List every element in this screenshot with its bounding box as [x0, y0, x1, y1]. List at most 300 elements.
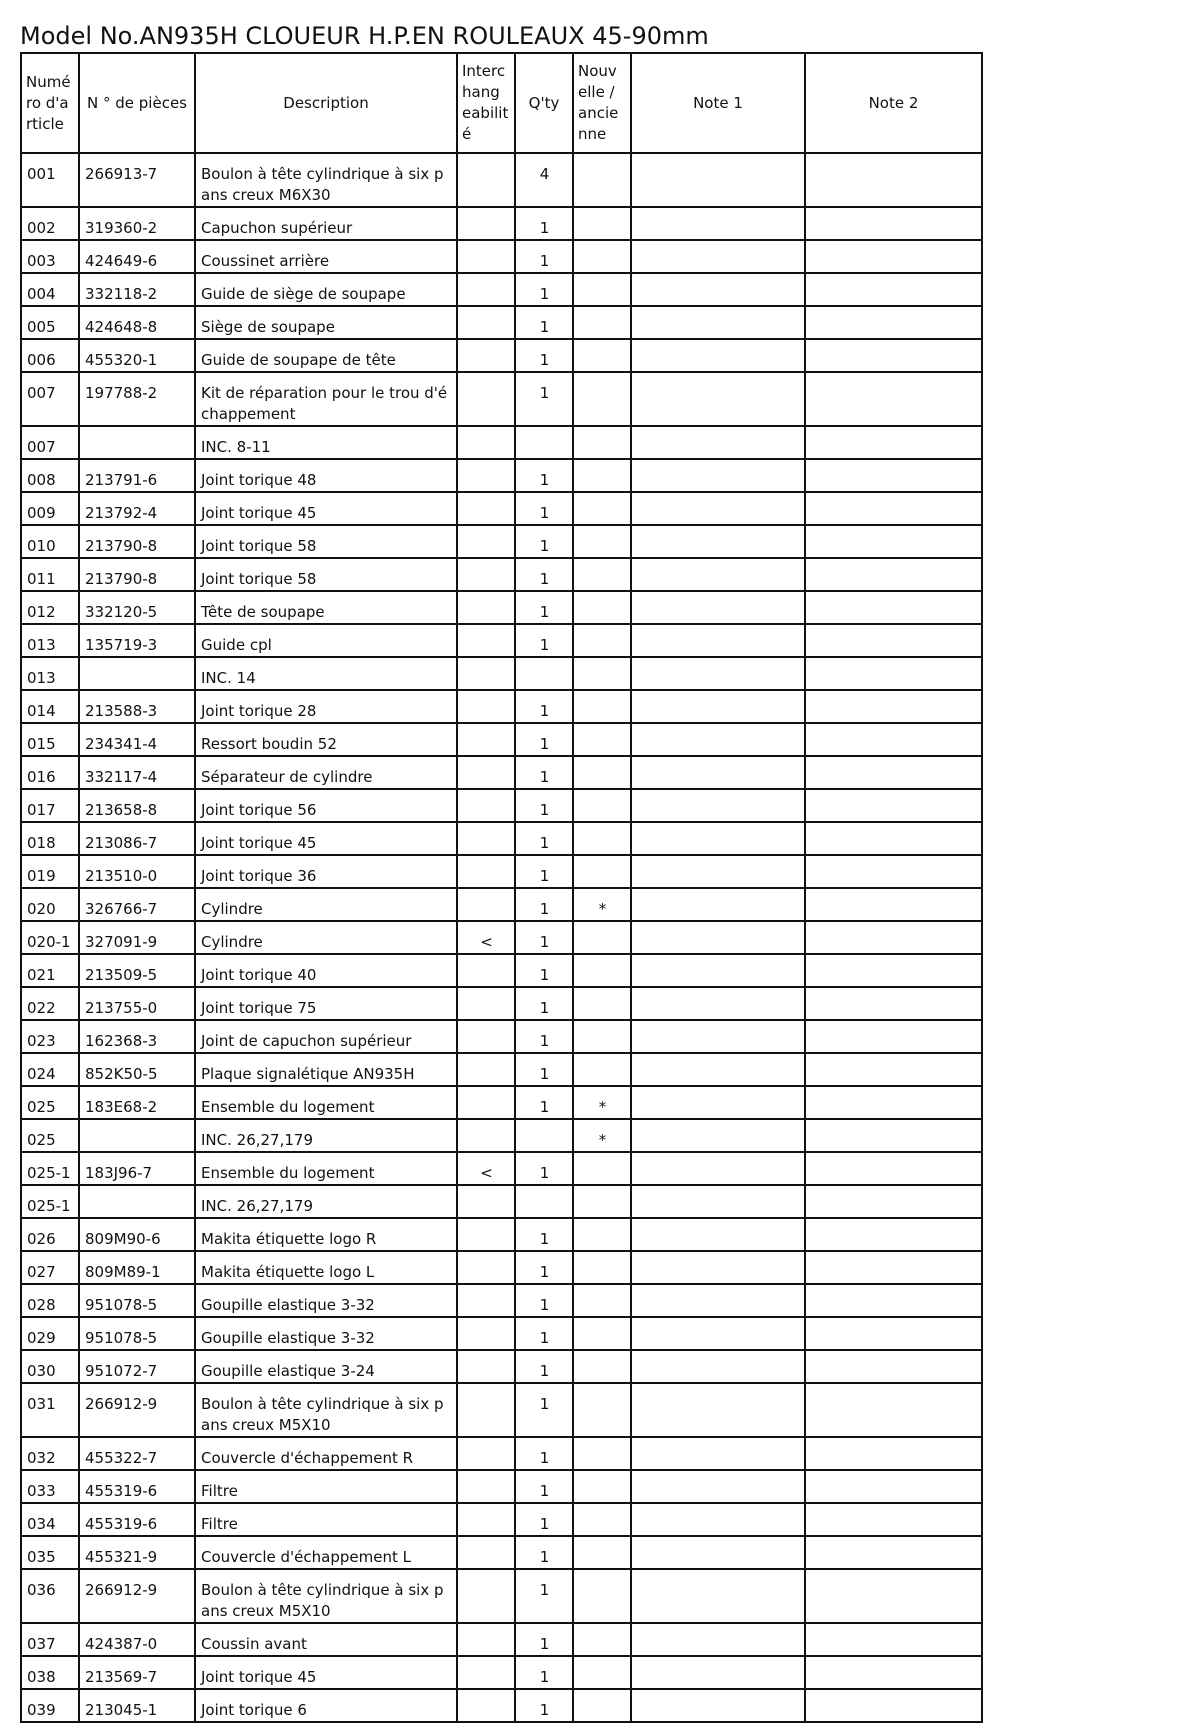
part-number-cell: 266913-7	[79, 153, 195, 207]
note-1-cell	[631, 1383, 805, 1437]
quantity-cell: 1	[515, 1152, 573, 1185]
item-number-cell: 032	[21, 1437, 79, 1470]
note-1-cell	[631, 1656, 805, 1689]
note-2-cell	[805, 153, 982, 207]
new-old-cell	[573, 240, 631, 273]
table-row	[21, 1437, 982, 1470]
note-1-cell	[631, 372, 805, 426]
note-2-cell	[805, 1569, 982, 1623]
description-cell: Goupille elastique 3-32	[195, 1284, 457, 1317]
note-1-cell	[631, 339, 805, 372]
note-2-cell	[805, 492, 982, 525]
table-body	[21, 153, 982, 1722]
note-1-cell	[631, 273, 805, 306]
table-row	[21, 153, 982, 207]
new-old-cell	[573, 591, 631, 624]
description-cell: Joint torique 48	[195, 459, 457, 492]
note-2-cell	[805, 723, 982, 756]
interchangeability-cell	[457, 1119, 515, 1152]
item-number-cell: 015	[21, 723, 79, 756]
part-number-cell: 197788-2	[79, 372, 195, 426]
quantity-cell: 1	[515, 306, 573, 339]
new-old-cell	[573, 558, 631, 591]
description-cell: Couvercle d'échappement L	[195, 1536, 457, 1569]
interchangeability-cell	[457, 1470, 515, 1503]
new-old-cell	[573, 987, 631, 1020]
description-cell: Coussin avant	[195, 1623, 457, 1656]
header-item-number: Numé ro d'a rticle	[21, 53, 79, 153]
note-1-cell	[631, 822, 805, 855]
part-number-cell: 213790-8	[79, 525, 195, 558]
table-row	[21, 1503, 982, 1536]
note-2-cell	[805, 1623, 982, 1656]
table-row	[21, 306, 982, 339]
table-row	[21, 459, 982, 492]
description-cell: Cylindre	[195, 921, 457, 954]
note-1-cell	[631, 1020, 805, 1053]
part-number-cell: 424649-6	[79, 240, 195, 273]
note-2-cell	[805, 1536, 982, 1569]
new-old-cell	[573, 306, 631, 339]
interchangeability-cell	[457, 306, 515, 339]
quantity-cell: 1	[515, 273, 573, 306]
note-2-cell	[805, 426, 982, 459]
new-old-cell	[573, 1689, 631, 1722]
part-number-cell: 809M90-6	[79, 1218, 195, 1251]
interchangeability-cell	[457, 558, 515, 591]
quantity-cell: 1	[515, 525, 573, 558]
note-2-cell	[805, 1317, 982, 1350]
quantity-cell	[515, 1185, 573, 1218]
interchangeability-cell	[457, 789, 515, 822]
interchangeability-cell	[457, 855, 515, 888]
interchangeability-cell: <	[457, 921, 515, 954]
interchangeability-cell	[457, 1185, 515, 1218]
item-number-cell: 036	[21, 1569, 79, 1623]
interchangeability-cell	[457, 1689, 515, 1722]
interchangeability-cell	[457, 1536, 515, 1569]
quantity-cell: 1	[515, 756, 573, 789]
new-old-cell	[573, 1536, 631, 1569]
note-2-cell	[805, 888, 982, 921]
quantity-cell: 1	[515, 1317, 573, 1350]
interchangeability-cell	[457, 624, 515, 657]
interchangeability-cell	[457, 987, 515, 1020]
quantity-cell: 1	[515, 690, 573, 723]
description-cell: Boulon à tête cylindrique à six pans creux M5X10	[195, 1569, 457, 1623]
part-number-cell: 162368-3	[79, 1020, 195, 1053]
item-number-cell: 025-1	[21, 1152, 79, 1185]
quantity-cell: 1	[515, 1086, 573, 1119]
header-interchangeability: Interc hang eabilit é	[457, 53, 515, 153]
table-row	[21, 954, 982, 987]
new-old-cell	[573, 1218, 631, 1251]
table-row	[21, 273, 982, 306]
note-2-cell	[805, 789, 982, 822]
new-old-cell	[573, 855, 631, 888]
note-1-cell	[631, 492, 805, 525]
description-cell: Kit de réparation pour le trou d'échappement	[195, 372, 457, 426]
item-number-cell: 013	[21, 657, 79, 690]
new-old-cell	[573, 1383, 631, 1437]
part-number-cell: 213791-6	[79, 459, 195, 492]
quantity-cell: 1	[515, 1503, 573, 1536]
interchangeability-cell	[457, 1086, 515, 1119]
quantity-cell: 1	[515, 1284, 573, 1317]
note-2-cell	[805, 756, 982, 789]
quantity-cell: 1	[515, 1536, 573, 1569]
new-old-cell	[573, 921, 631, 954]
table-row	[21, 624, 982, 657]
note-1-cell	[631, 1569, 805, 1623]
description-cell: Siège de soupape	[195, 306, 457, 339]
part-number-cell: 213045-1	[79, 1689, 195, 1722]
note-2-cell	[805, 1350, 982, 1383]
item-number-cell: 023	[21, 1020, 79, 1053]
quantity-cell: 1	[515, 855, 573, 888]
note-2-cell	[805, 1689, 982, 1722]
table-row	[21, 1470, 982, 1503]
note-2-cell	[805, 1152, 982, 1185]
item-number-cell: 037	[21, 1623, 79, 1656]
quantity-cell: 1	[515, 492, 573, 525]
interchangeability-cell	[457, 339, 515, 372]
quantity-cell: 1	[515, 723, 573, 756]
quantity-cell	[515, 426, 573, 459]
note-2-cell	[805, 1086, 982, 1119]
item-number-cell: 014	[21, 690, 79, 723]
part-number-cell: 424387-0	[79, 1623, 195, 1656]
table-row	[21, 426, 982, 459]
part-number-cell: 809M89-1	[79, 1251, 195, 1284]
part-number-cell: 213658-8	[79, 789, 195, 822]
new-old-cell	[573, 459, 631, 492]
table-row	[21, 1053, 982, 1086]
description-cell: Joint torique 28	[195, 690, 457, 723]
note-1-cell	[631, 525, 805, 558]
note-2-cell	[805, 921, 982, 954]
new-old-cell	[573, 1284, 631, 1317]
description-cell: INC. 14	[195, 657, 457, 690]
item-number-cell: 018	[21, 822, 79, 855]
part-number-cell: 455322-7	[79, 1437, 195, 1470]
table-row	[21, 1020, 982, 1053]
table-row	[21, 558, 982, 591]
interchangeability-cell	[457, 1284, 515, 1317]
note-1-cell	[631, 153, 805, 207]
note-2-cell	[805, 1119, 982, 1152]
item-number-cell: 016	[21, 756, 79, 789]
part-number-cell	[79, 1119, 195, 1152]
quantity-cell: 1	[515, 1437, 573, 1470]
new-old-cell	[573, 954, 631, 987]
part-number-cell: 455319-6	[79, 1470, 195, 1503]
note-2-cell	[805, 339, 982, 372]
item-number-cell: 017	[21, 789, 79, 822]
part-number-cell	[79, 1185, 195, 1218]
part-number-cell: 951078-5	[79, 1317, 195, 1350]
item-number-cell: 034	[21, 1503, 79, 1536]
part-number-cell: 319360-2	[79, 207, 195, 240]
part-number-cell: 183J96-7	[79, 1152, 195, 1185]
table-row	[21, 591, 982, 624]
description-cell: Coussinet arrière	[195, 240, 457, 273]
description-cell: Filtre	[195, 1470, 457, 1503]
item-number-cell: 026	[21, 1218, 79, 1251]
new-old-cell	[573, 1503, 631, 1536]
quantity-cell: 1	[515, 789, 573, 822]
quantity-cell: 1	[515, 339, 573, 372]
item-number-cell: 028	[21, 1284, 79, 1317]
quantity-cell	[515, 1119, 573, 1152]
table-row	[21, 207, 982, 240]
interchangeability-cell	[457, 207, 515, 240]
new-old-cell	[573, 657, 631, 690]
note-2-cell	[805, 558, 982, 591]
description-cell: Joint torique 36	[195, 855, 457, 888]
table-row	[21, 1536, 982, 1569]
note-2-cell	[805, 1503, 982, 1536]
note-2-cell	[805, 624, 982, 657]
part-number-cell: 213792-4	[79, 492, 195, 525]
table-row	[21, 1284, 982, 1317]
note-1-cell	[631, 987, 805, 1020]
note-2-cell	[805, 459, 982, 492]
new-old-cell	[573, 1053, 631, 1086]
interchangeability-cell	[457, 1251, 515, 1284]
new-old-cell	[573, 1350, 631, 1383]
interchangeability-cell: <	[457, 1152, 515, 1185]
header-description: Description	[195, 53, 457, 153]
interchangeability-cell	[457, 723, 515, 756]
parts-table	[20, 52, 983, 1723]
quantity-cell: 1	[515, 240, 573, 273]
note-2-cell	[805, 591, 982, 624]
quantity-cell: 4	[515, 153, 573, 207]
new-old-cell	[573, 624, 631, 657]
note-1-cell	[631, 954, 805, 987]
part-number-cell: 332118-2	[79, 273, 195, 306]
interchangeability-cell	[457, 822, 515, 855]
part-number-cell: 266912-9	[79, 1383, 195, 1437]
note-2-cell	[805, 1053, 982, 1086]
part-number-cell	[79, 426, 195, 459]
quantity-cell: 1	[515, 1623, 573, 1656]
quantity-cell: 1	[515, 624, 573, 657]
note-1-cell	[631, 756, 805, 789]
table-row	[21, 888, 982, 921]
item-number-cell: 011	[21, 558, 79, 591]
table-row	[21, 372, 982, 426]
interchangeability-cell	[457, 492, 515, 525]
note-2-cell	[805, 1020, 982, 1053]
table-row	[21, 1185, 982, 1218]
item-number-cell: 021	[21, 954, 79, 987]
part-number-cell: 213588-3	[79, 690, 195, 723]
quantity-cell: 1	[515, 888, 573, 921]
note-1-cell	[631, 1689, 805, 1722]
interchangeability-cell	[457, 459, 515, 492]
note-2-cell	[805, 207, 982, 240]
quantity-cell: 1	[515, 1218, 573, 1251]
quantity-cell: 1	[515, 954, 573, 987]
interchangeability-cell	[457, 756, 515, 789]
description-cell: Guide de siège de soupape	[195, 273, 457, 306]
description-cell: INC. 26,27,179	[195, 1119, 457, 1152]
table-row	[21, 789, 982, 822]
new-old-cell	[573, 492, 631, 525]
item-number-cell: 029	[21, 1317, 79, 1350]
table-row	[21, 1119, 982, 1152]
table-row	[21, 1152, 982, 1185]
table-row	[21, 1689, 982, 1722]
interchangeability-cell	[457, 1383, 515, 1437]
header-quantity: Q'ty	[515, 53, 573, 153]
table-row	[21, 657, 982, 690]
item-number-cell: 035	[21, 1536, 79, 1569]
description-cell: Tête de soupape	[195, 591, 457, 624]
item-number-cell: 007	[21, 426, 79, 459]
note-1-cell	[631, 690, 805, 723]
description-cell: Joint torique 40	[195, 954, 457, 987]
item-number-cell: 004	[21, 273, 79, 306]
interchangeability-cell	[457, 954, 515, 987]
quantity-cell: 1	[515, 1383, 573, 1437]
part-number-cell: 266912-9	[79, 1569, 195, 1623]
description-cell: Joint torique 56	[195, 789, 457, 822]
table-row	[21, 525, 982, 558]
description-cell: Joint torique 45	[195, 1656, 457, 1689]
item-number-cell: 027	[21, 1251, 79, 1284]
interchangeability-cell	[457, 1317, 515, 1350]
new-old-cell	[573, 690, 631, 723]
note-1-cell	[631, 1251, 805, 1284]
note-1-cell	[631, 1218, 805, 1251]
description-cell: Boulon à tête cylindrique à six pans creux M5X10	[195, 1383, 457, 1437]
item-number-cell: 038	[21, 1656, 79, 1689]
table-row	[21, 1656, 982, 1689]
description-cell: Makita étiquette logo L	[195, 1251, 457, 1284]
new-old-cell	[573, 525, 631, 558]
table-row	[21, 1350, 982, 1383]
table-row	[21, 723, 982, 756]
new-old-cell	[573, 1152, 631, 1185]
quantity-cell	[515, 657, 573, 690]
note-1-cell	[631, 921, 805, 954]
item-number-cell: 005	[21, 306, 79, 339]
quantity-cell: 1	[515, 1470, 573, 1503]
header-part-number: N ° de pièces	[79, 53, 195, 153]
table-row	[21, 756, 982, 789]
description-cell: Ressort boudin 52	[195, 723, 457, 756]
page-title: Model No.AN935H CLOUEUR H.P.EN ROULEAUX 45-90mm	[20, 22, 709, 50]
quantity-cell: 1	[515, 1053, 573, 1086]
table-row	[21, 1383, 982, 1437]
item-number-cell: 012	[21, 591, 79, 624]
table-row	[21, 1086, 982, 1119]
table-row	[21, 240, 982, 273]
note-1-cell	[631, 591, 805, 624]
table-row	[21, 987, 982, 1020]
interchangeability-cell	[457, 1656, 515, 1689]
quantity-cell: 1	[515, 1569, 573, 1623]
new-old-cell	[573, 372, 631, 426]
quantity-cell: 1	[515, 459, 573, 492]
item-number-cell: 009	[21, 492, 79, 525]
quantity-cell: 1	[515, 591, 573, 624]
new-old-cell	[573, 1470, 631, 1503]
new-old-cell	[573, 426, 631, 459]
description-cell: Guide cpl	[195, 624, 457, 657]
table-row	[21, 822, 982, 855]
header-note-2: Note 2	[805, 53, 982, 153]
part-number-cell: 183E68-2	[79, 1086, 195, 1119]
description-cell: Joint torique 58	[195, 558, 457, 591]
note-2-cell	[805, 1437, 982, 1470]
interchangeability-cell	[457, 1503, 515, 1536]
new-old-cell	[573, 756, 631, 789]
new-old-cell	[573, 723, 631, 756]
note-2-cell	[805, 372, 982, 426]
item-number-cell: 039	[21, 1689, 79, 1722]
note-1-cell	[631, 1185, 805, 1218]
part-number-cell: 326766-7	[79, 888, 195, 921]
new-old-cell	[573, 339, 631, 372]
note-2-cell	[805, 306, 982, 339]
interchangeability-cell	[457, 591, 515, 624]
note-2-cell	[805, 1656, 982, 1689]
note-1-cell	[631, 240, 805, 273]
item-number-cell: 002	[21, 207, 79, 240]
description-cell: Plaque signalétique AN935H	[195, 1053, 457, 1086]
interchangeability-cell	[457, 240, 515, 273]
part-number-cell: 327091-9	[79, 921, 195, 954]
description-cell: Boulon à tête cylindrique à six pans creux M6X30	[195, 153, 457, 207]
interchangeability-cell	[457, 1020, 515, 1053]
description-cell: INC. 26,27,179	[195, 1185, 457, 1218]
note-1-cell	[631, 1437, 805, 1470]
note-2-cell	[805, 1218, 982, 1251]
new-old-cell	[573, 789, 631, 822]
description-cell: Capuchon supérieur	[195, 207, 457, 240]
interchangeability-cell	[457, 690, 515, 723]
note-2-cell	[805, 1284, 982, 1317]
item-number-cell: 010	[21, 525, 79, 558]
interchangeability-cell	[457, 273, 515, 306]
table-header-row	[21, 53, 982, 153]
item-number-cell: 020	[21, 888, 79, 921]
description-cell: Goupille elastique 3-24	[195, 1350, 457, 1383]
part-number-cell: 424648-8	[79, 306, 195, 339]
interchangeability-cell	[457, 657, 515, 690]
new-old-cell	[573, 1020, 631, 1053]
description-cell: Joint torique 45	[195, 492, 457, 525]
note-1-cell	[631, 855, 805, 888]
description-cell: Filtre	[195, 1503, 457, 1536]
item-number-cell: 008	[21, 459, 79, 492]
table-row	[21, 690, 982, 723]
new-old-cell: *	[573, 888, 631, 921]
part-number-cell: 951078-5	[79, 1284, 195, 1317]
description-cell: Joint torique 6	[195, 1689, 457, 1722]
interchangeability-cell	[457, 1569, 515, 1623]
note-1-cell	[631, 207, 805, 240]
quantity-cell: 1	[515, 987, 573, 1020]
part-number-cell: 213086-7	[79, 822, 195, 855]
part-number-cell: 135719-3	[79, 624, 195, 657]
quantity-cell: 1	[515, 558, 573, 591]
note-2-cell	[805, 525, 982, 558]
